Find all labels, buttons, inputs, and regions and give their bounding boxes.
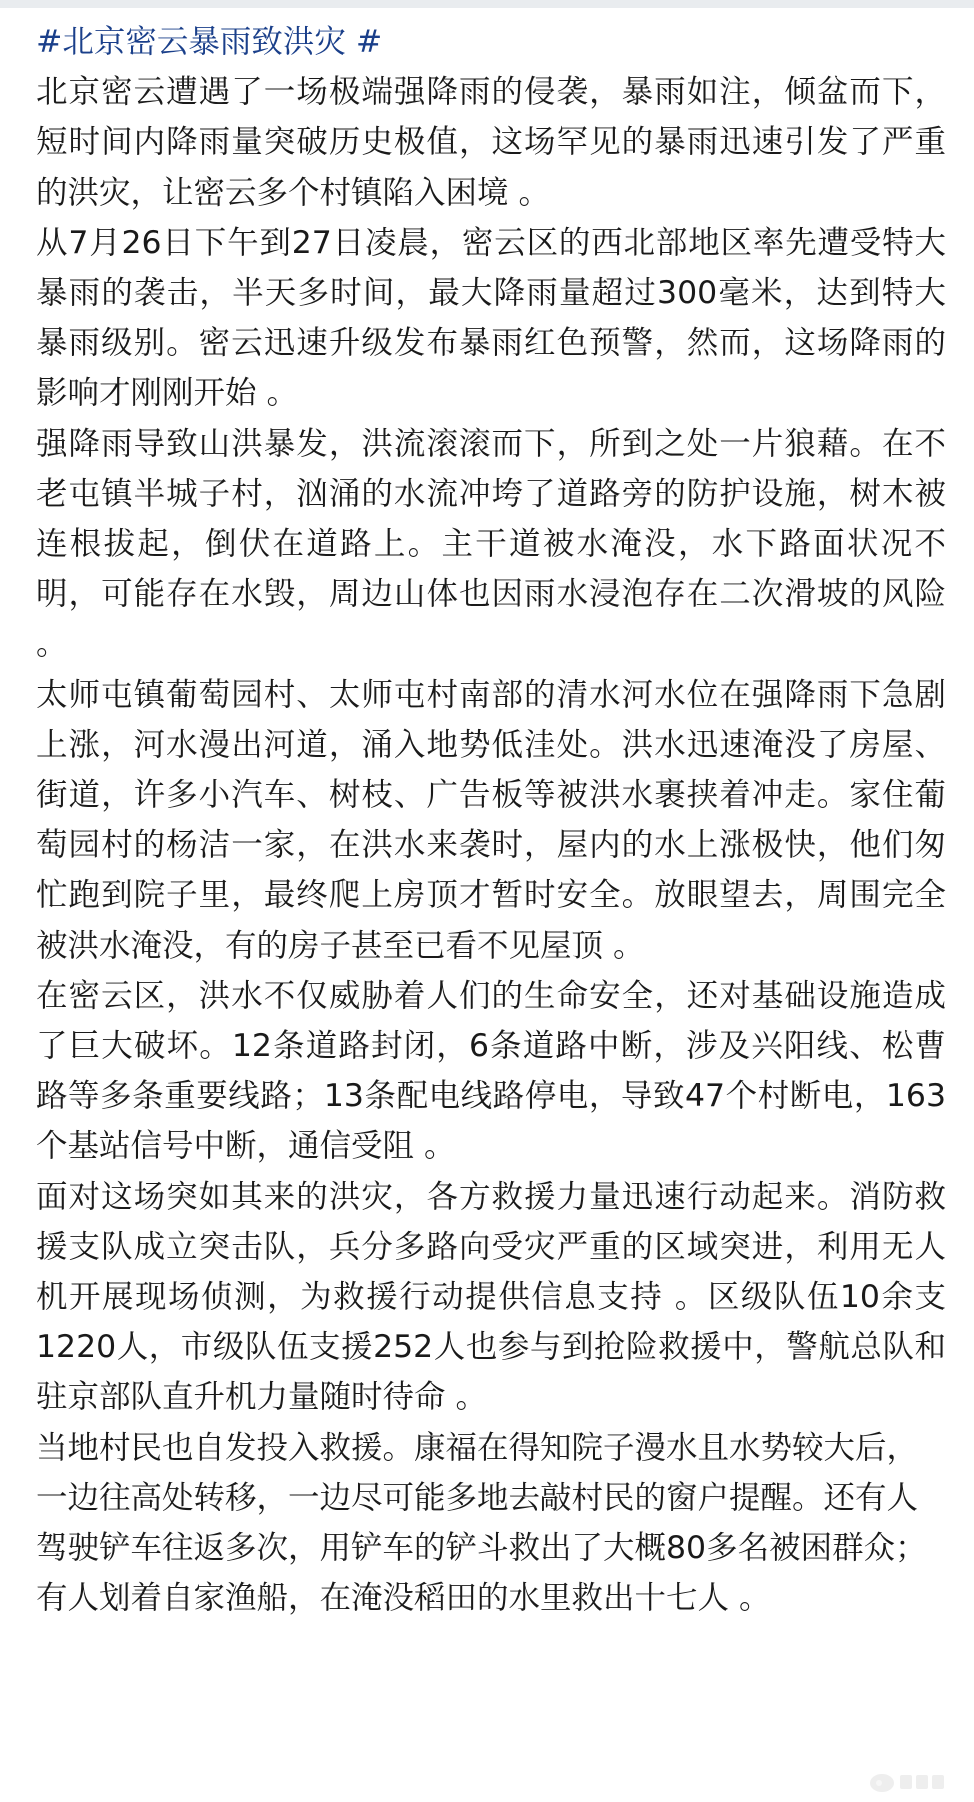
hashtag-link[interactable]: #北京密云暴雨致洪灾 # <box>36 24 383 60</box>
post-body <box>36 17 946 1624</box>
paragraph-4: 太师屯镇葡萄园村、太师屯村南部的清水河水位在强降雨下急剧上涨，河水漫出河道，涌入地势低洼处。洪水迅速淹没了房屋、街道，许多小汽车、树枝、广告板等被洪水裹挟着冲走。家住葡萄园村的杨洁一家，在洪水来袭时，屋内的水上涨极快，他们匆忙跑到院子里，最终爬上房顶才暂时安全。放眼望去，周围完全被洪水淹没，有的房子甚至已看不见屋顶 。 <box>36 676 946 964</box>
top-divider <box>0 0 974 8</box>
paragraph-3: 强降雨导致山洪暴发，洪流滚滚而下，所到之处一片狼藉。在不老屯镇半城子村，汹涌的水流冲垮了道路旁的防护设施，树木被连根拔起，倒伏在道路上。主干道被水淹没，水下路面状况不明，可能存在水毁，周边山体也因雨水浸泡存在二次滑坡的风险 。 <box>36 425 946 663</box>
paragraph-6: 面对这场突如其来的洪灾，各方救援力量迅速行动起来。消防救援支队成立突击队，兵分多路向受灾严重的区域突进，利用无人机开展现场侦测，为救援行动提供信息支持 。区级队伍10余支1220人，市级队伍支援252人也参与到抢险救援中，警航总队和驻京部队直升机力量随时待命 。 <box>36 1178 946 1416</box>
post-title-line <box>36 17 946 67</box>
paragraph-2: 从7月26日下午到27日凌晨，密云区的西北部地区率先遭受特大暴雨的袭击，半天多时间，最大降雨量超过300毫米，达到特大暴雨级别。密云迅速升级发布暴雨红色预警，然而，这场降雨的影响才刚刚开始 。 <box>36 224 946 412</box>
paragraph-7: 当地村民也自发投入救援。康福在得知院子漫水且水势较大后，一边往高处转移，一边尽可能多地去敲村民的窗户提醒。还有人驾驶铲车往返多次，用铲车的铲斗救出了大概80多名被困群众；有人划着自家渔船，在淹没稻田的水里救出十七人 。 <box>36 1429 927 1617</box>
paragraph-1: 北京密云遭遇了一场极端强降雨的侵袭，暴雨如注，倾盆而下，短时间内降雨量突破历史极值，这场罕见的暴雨迅速引发了严重的洪灾，让密云多个村镇陷入困境 。 <box>36 74 946 211</box>
paragraph-5: 在密云区，洪水不仅威胁着人们的生命安全，还对基础设施造成了巨大破坏。12条道路封闭，6条道路中断，涉及兴阳线、松曹路等多条重要线路；13条配电线路停电，导致47个村断电，163个基站信号中断，通信受阻 。 <box>36 977 946 1165</box>
logo-watermark-icon <box>868 1768 960 1796</box>
